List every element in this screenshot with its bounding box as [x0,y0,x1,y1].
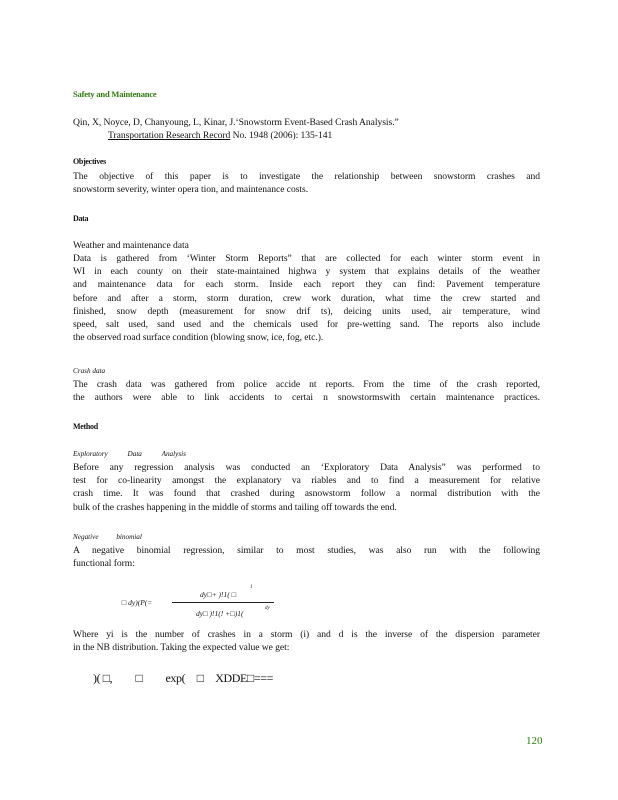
citation-line-1: Qin, X, Noyce, D, Chanyoung, L, Kinar, J.‘Snowstorm Event-Based Crash Analysis.” [73,117,399,128]
nb-line: A negative binomial regression, similar to most studies, was also run with the following [73,545,540,556]
objectives-paragraph [73,170,540,196]
method-line: Before any regression analysis was conducted an ‘Exploratory Data Analysis” was performed to [73,462,540,473]
formula-superscript-2: dy [265,606,270,611]
data-line: and maintenance data for each storm. Inside each report they can find: Pavement temperature [73,279,540,291]
formula-lhs: □ dy)(P(= [118,598,153,607]
data-line: the observed road surface condition (blowing snow, ice, fog, etc.). [73,332,324,344]
formula-superscript-1: 1 [250,585,253,590]
exploratory-analysis-paragraph [73,461,540,514]
nb-line: functional form: [73,558,135,570]
negative-binomial-subtitle: Negative binomial [73,533,142,541]
method-heading: Method [73,422,98,431]
objectives-line: snowstorm severity, winter opera tion, and maintenance costs. [73,184,309,196]
method-line: bulk of the crashes happening in the middle of storms and tailing off towards the end. [73,501,397,513]
crash-data-subtitle: Crash data [73,367,106,375]
where-line: in the NB distribution. Taking the expected value we get: [73,642,290,654]
data-line: finished, snow depth (measurement for snow drif ts), deicing units used, air temperature, wind [73,305,540,317]
where-line: Where yi is the number of crashes in a storm (i) and d is the inverse of the dispersion parameter [73,629,540,640]
data-line: before and after a storm, storm duration, crew work duration, what time the crew started and [73,292,540,304]
formula-denominator: dy□ )!1(! +□)1( [196,609,244,618]
citation-volume: No. 1948 (2006): 135-141 [230,130,333,141]
data-line: speed, salt used, sand used and the chemicals used for pre-wetting sand. The reports also include [73,318,540,330]
where-paragraph [73,628,540,654]
crash-data-line: the authors were able to link accidents to certai n snowstormswith certain maintenance practices. [73,392,540,404]
crash-data-paragraph [73,378,540,404]
data-heading: Data [73,214,89,223]
expected-value-formula: )( □, □ exp( □ XDDE□=== [93,671,273,685]
exploratory-analysis-subtitle: Exploratory Data Analysis [73,450,186,458]
objectives-line: The objective of this paper is to investigate the relationship between snowstorm crashes and [73,171,540,182]
formula-numerator: dy□+ )!1( □ [200,590,237,599]
weather-maintenance-subtitle: Weather and maintenance data [73,240,189,251]
method-line: crash time. It was found that crashed during asnowstorm follow a normal distribution with the [73,488,540,500]
data-line: Data is gathered from ‘Winter Storm Reports” that are collected for each winter storm event in [73,253,540,264]
negative-binomial-paragraph [73,544,540,570]
method-line: test for co-linearity amongst the explanatory va riables and to find a measurement for relative [73,475,540,487]
section-title: Safety and Maintenance [73,89,157,99]
objectives-heading: Objectives [73,157,106,166]
data-line: WI in each county on their state-maintained highwa y system that explains details of the weather [73,266,540,278]
citation-line-2 [108,129,332,142]
crash-data-line: The crash data was gathered from police accide nt reports. From the time of the crash reported, [73,379,540,390]
formula-fraction-bar [172,602,274,603]
journal-title: Transportation Research Record [108,130,231,141]
page-number: 120 [526,735,543,747]
weather-maintenance-paragraph [73,252,540,344]
